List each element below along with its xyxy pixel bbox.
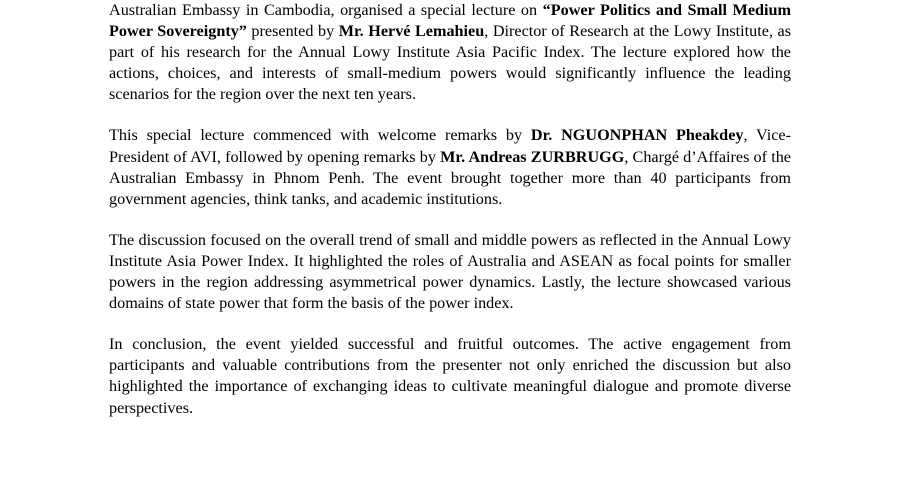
vice-president-name: Dr. NGUONPHAN Pheakdey	[530, 126, 744, 145]
presenter-name: Mr. Hervé Lemahieu	[338, 22, 485, 41]
paragraph-opening-remarks	[109, 125, 791, 209]
lecture-title: “Power Politics and Small Medium Power Sovereignty”	[109, 1, 791, 41]
charge-affaires-name: Mr. Andreas ZURBRUGG	[440, 147, 625, 166]
text-segment: presented by	[246, 22, 339, 41]
paragraph-conclusion	[109, 334, 791, 418]
text-segment: , Vice-President of AVI, followed by opening remarks by	[109, 126, 791, 166]
text-segment: The discussion focused on the overall trend of small and middle powers as reflected in the Annual Lowy Institute Asia Power Index. It highlighted the roles of Australia and ASEAN as focal points for smaller powers in the region addressing asymmetrical power dynamics. Lastly, the lecture showcased various domains of state power that form the basis of the power index.	[109, 230, 791, 313]
text-segment: , Director of Research at the Lowy Institute, as part of his research for the Annual Lowy Institute Asia Pacific Index. The lecture explored how the actions, choices, and interests of small-medium powers would significantly influence the leading scenarios for the region over the next ten years.	[109, 22, 792, 104]
paragraph-lecture-intro	[109, 0, 791, 105]
document-body	[109, 0, 791, 439]
paragraph-discussion	[109, 230, 791, 314]
text-segment: , Chargé d’Affaires of the Australian Embassy in Phnom Penh. The event brought together more than 40 participants from government agencies, think tanks, and academic institutions.	[109, 147, 791, 208]
text-segment: This special lecture commenced with welcome remarks by	[109, 126, 531, 145]
text-segment: Australian Embassy in Cambodia, organised a special lecture on	[109, 1, 543, 19]
text-segment: In conclusion, the event yielded successful and fruitful outcomes. The active engagement from participants and valuable contributions from the presenter not only enriched the discussion but also highlighted the importance of exchanging ideas to cultivate meaningful dialogue and promote diverse perspectives.	[109, 335, 791, 417]
